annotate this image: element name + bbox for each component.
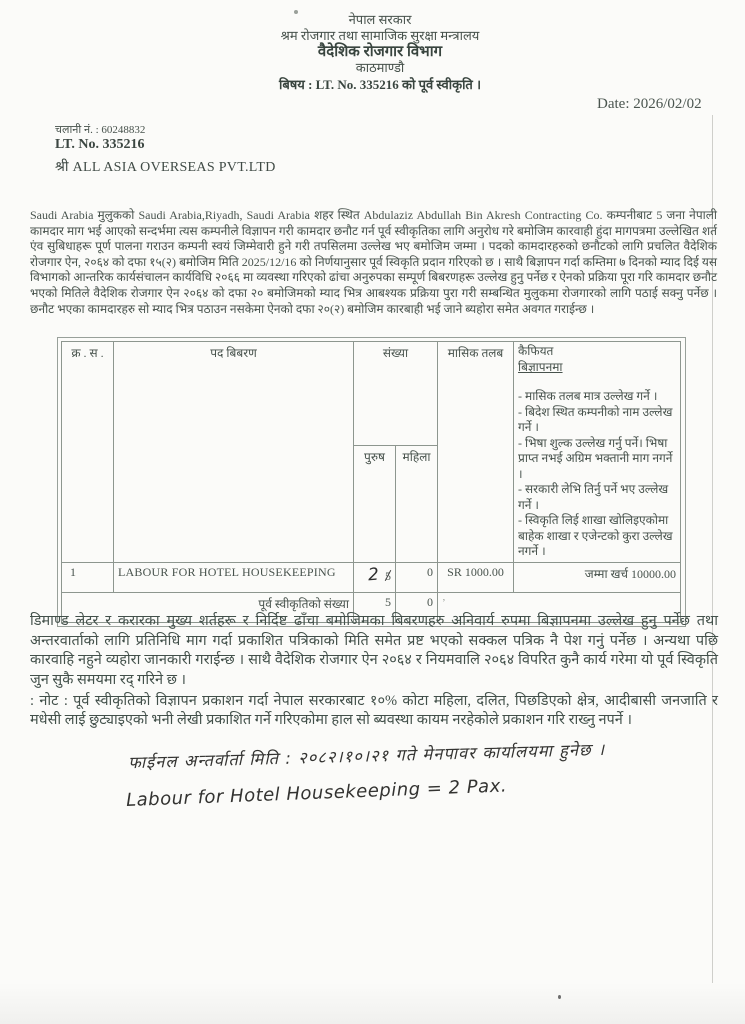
handwritten-male-count: 2 (367, 564, 380, 585)
conditions-paragraph: डिमाण्ड लेटर र करारका मुख्य शर्तहरू र निर्दिष्ट ढाँचा बमोजिमका बिबरणहरु अनिवार्य रुपमा बिज्ञापनमा उल्लेख हुनु पर्नेछ तथा अन्तरवार्ताको लागि प्रतिनिधि माग गर्दा प्रकाशित पत्रिकाको मिति समेत प्रष्ट भएको सक्कल पत्रिक नै पेश गनुं पर्नेछ । अन्यथा पछि कारवाहि नहुने व्यहोरा जानकारी गराईन्छ । साथै वैदेशिक रोजगार ऐन २०६४ र नियमवालि २०६४ विपरित कुनै कार्य गरेमा यो पूर्व स्विकृति जुन सुकै समयमा रद् गरिने छ । (30, 613, 718, 688)
total-cost-label: जम्मा खर्च (584, 566, 629, 581)
col-header-salary: मासिक तलब (438, 342, 514, 563)
col-header-remarks (514, 342, 681, 563)
scan-speck-bottom (558, 995, 561, 999)
footer-empty-cell: ’ (438, 592, 681, 622)
table-row (62, 562, 681, 592)
approval-table (57, 337, 686, 627)
lt-number: LT. No. 335216 (55, 137, 145, 152)
row-salary: SR 1000.00 (438, 562, 514, 592)
col-header-number: संख्या (354, 342, 438, 446)
total-cost-value: 10000.00 (631, 566, 677, 581)
letterhead (170, 12, 590, 93)
col-header-sn: क्र . स . (62, 342, 114, 563)
handwritten-interview-date: फाईनल अन्तर्वार्ता मिति : २०८२।१०।२१ गते मेनपावर कार्यालयमा हुनेछ । (127, 739, 606, 773)
row-total-cost (514, 562, 681, 592)
row-sn: 1 (62, 562, 114, 592)
date: Date: 2026/02/02 (597, 96, 702, 112)
office-city: काठमाण्डौ (355, 60, 405, 75)
chalani-number: चलानी नं. : 60248832 (55, 124, 146, 136)
addressee-name: श्री ALL ASIA OVERSEAS PVT.LTD (55, 160, 276, 175)
subject-line: बिषय : LT. No. 335216 को पूर्व स्वीकृति । (278, 77, 482, 92)
footer-female-count: 0 (396, 592, 438, 622)
remarks-subheading: बिज्ञापनमा (518, 359, 563, 374)
struck-printed-count: 5 (385, 568, 391, 583)
handwritten-position-count: Labour for Hotel Housekeeping = 2 Pax. (125, 775, 508, 812)
footer-male-count: 5 (354, 592, 396, 622)
remarks-instructions: - मासिक तलब मात्र उल्लेख गर्ने । - बिदेश स्थित कम्पनीको नाम उल्लेख गर्ने । - भिषा शुल्क उल्लेख गर्नु पर्ने। भिषा प्राप्त नभई अग्रिम भक्तानी माग नगर्ने । - सरकारी लेभि तिर्नु पर्ने भए उल्लेख गर्ने । - स्विकृति लिई शाखा खोलिइएकोमा बाहेक शाखा र एजेन्टको कुरा उल्लेख नगर्ने । (518, 389, 673, 558)
col-header-male: पुरुष (354, 445, 396, 562)
remarks-title: कैफियत (518, 344, 554, 358)
department-name: वैदेशिक रोजगार विभाग (317, 44, 443, 60)
row-female-count: 0 (396, 562, 438, 592)
note-paragraph: : नोट : पूर्व स्वीकृतिको विज्ञापन प्रकाशन गर्दा नेपाल सरकारबाट १०% कोटा महिला, दलित, पिछडिएको क्षेत्र, आदीबासी जनजाति र मधेसी लाई छुट्याइएको भनी लेखी प्रकाशित गर्ने गरिएकोमा हाल सो ब्यवस्था कायम नरहेकोले प्रकाशन गरि राख्नु नपर्ने । (30, 693, 718, 728)
main-paragraph: Saudi Arabia मुलुकको Saudi Arabia,Riyadh, Saudi Arabia शहर स्थित Abdulaziz Abdullah Bin Akresh Contracting Co. कम्पनीबाट 5 जना नेपाली कामदार माग भई आएको सन्दर्भमा त्यस कम्पनीले विज्ञापन गरी कामदार छनौट गर्न पूर्व स्वीकृतिका लागि अनुरोध गरे बमोजिम कारवाही हुंदा मागपत्रमा उल्लेखित शर्त एंव सुबिधाहरू पूर्ण पालना गराउन कम्पनी स्वयं जिम्मेवारी हुने गरी तपसिलमा उल्लेख भए बमोजिम जम्मा । पदको कामदारहरुको छनौटको लागि प्रचलित वैदेशिक रोजगार ऐन, २०६४ को दफा १५(२) बमोजिम मिति 2025/12/16 को निर्णयानुसार पूर्व स्विकृति प्रदान गरिएको छ । साथै बिज्ञापन गर्दा कम्तिमा ७ दिनको म्याद दिई यस विभागको आन्तरिक कार्यसंचालन कार्यविधि २०६६ मा व्यवस्था गरिएको ढांचा अनुरुपका सम्पूर्ण बिबरणहरू उल्लेख हुनु पर्नेछ र ऐनको प्रक्रिया पूरा गरि कामदार छनौट भएको मितिले वैदेशिक रोजगार ऐन २०६४ को दफा २० बमोजिमको म्याद भित्र आबश्यक प्रक्रिया पुरा गरी सम्बन्धित मुलुकमा रोजगारको लागि पठाई सक्नु पर्नेछ । छनौट भएका कामदारहरु सो म्याद भित्र पठाउन नसकेमा ऐनको दफा २०(२) बमोजिम कारबाही भई जाने ब्यहोरा समेत अवगत गराईन्छ । (30, 208, 717, 316)
footer-label: पूर्व स्वीकृतिको संख्या (62, 592, 354, 622)
government-name: नेपाल सरकार (348, 12, 412, 27)
row-position: LABOUR FOR HOTEL HOUSEKEEPING (114, 562, 354, 592)
row-male-count (354, 562, 396, 592)
col-header-position: पद बिबरण (114, 342, 354, 563)
col-header-female: महिला (396, 445, 438, 562)
ministry-name: श्रम रोजगार तथा सामाजिक सुरक्षा मन्त्रालय (280, 28, 480, 43)
